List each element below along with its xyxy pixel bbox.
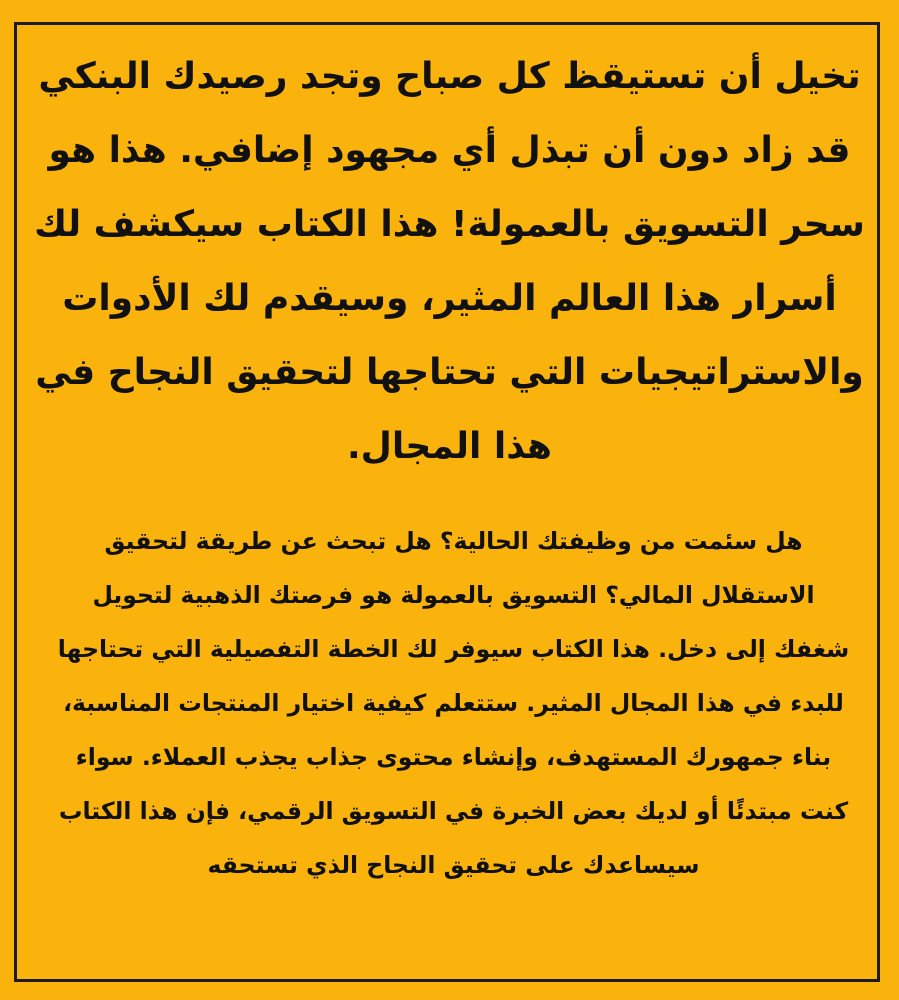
headline-paragraph: تخيل أن تستيقظ كل صباح وتجد رصيدك البنكي قد زاد دون أن تبذل أي مجهود إضافي. هذا هو سحر التسويق بالعمولة! هذا الكتاب سيكشف لك أسرار هذا العالم المثير، وسيقدم لك الأدوات والاستراتيجيات التي تحتاجها لتحقيق النجاح في هذا المجال. xyxy=(34,56,865,467)
body-paragraph: هل سئمت من وظيفتك الحالية؟ هل تبحث عن طريقة لتحقيق الاستقلال المالي؟ التسويق بالعمولة هو فرصتك الذهبية لتحويل شغفك إلى دخل. هذا الكتاب سيوفر لك الخطة التفصيلية التي تحتاجها للبدء في هذا المجال المثير. ستتعلم كيفية اختيار المنتجات المناسبة، بناء جمهورك المستهدف، وإنشاء محتوى جذاب يجذب العملاء. سواء كنت مبتدئًا أو لديك بعض الخبرة في التسويق الرقمي، فإن هذا الكتاب سيساعدك على تحقيق النجاح الذي تستحقه xyxy=(57,527,850,879)
